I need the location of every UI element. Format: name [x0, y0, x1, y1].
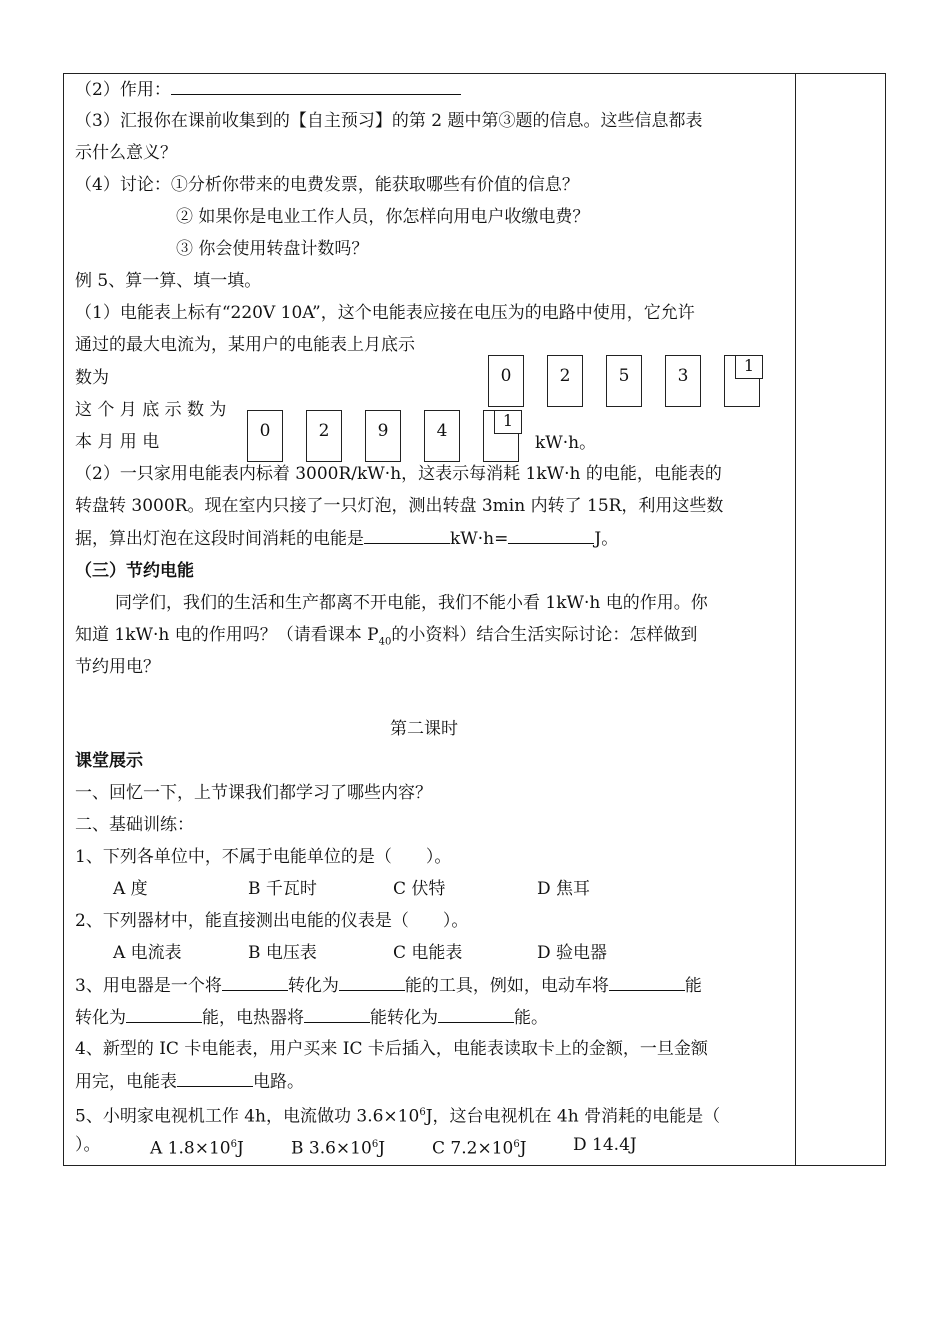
- question-5-line-1: 5、小明家电视机工作 4h，电流做功 $3.6\times 10^6J$，这台电视机在 4h 骨消耗的电能是（: [75, 1106, 721, 1127]
- q2-option-d: D 验电器: [537, 943, 608, 963]
- unit-kwh: kW·h。: [535, 433, 597, 453]
- line-ex1e: 本 月 用 电: [75, 432, 160, 452]
- answer-blank: [177, 1070, 253, 1087]
- line-ex1d: 这 个 月 底 示 数 为: [75, 400, 227, 420]
- meter2-digit: 2: [306, 410, 342, 462]
- q5-option-c: C $7.2\times 10^6J$: [432, 1138, 527, 1159]
- q5-option-d: D 14.4J: [573, 1135, 637, 1155]
- review-line: 一、回忆一下，上节课我们都学习了哪些内容？: [75, 783, 432, 803]
- line-q4b: ② 如果你是电业工作人员，你怎样向用电户收缴电费？: [176, 207, 590, 227]
- question-5-line-2: ）。: [75, 1135, 101, 1155]
- answer-blank: [438, 1006, 514, 1023]
- q1-option-b: B 千瓦时: [248, 879, 317, 899]
- q1-option-a: A 度: [113, 879, 148, 899]
- answer-blank: [339, 974, 405, 991]
- answer-blank: [609, 974, 685, 991]
- table-frame: [63, 73, 886, 1166]
- question-3-line-2: 转化为 能，电热器将 能转化为 能。: [75, 1008, 548, 1028]
- line-ex1c: 数为: [75, 368, 109, 388]
- line-q4c: ③ 你会使用转盘计数吗？: [176, 239, 369, 259]
- column-divider: [795, 73, 796, 1166]
- line-ex1a: （1）电能表上标有“220V 10A”，这个电能表应接在电压为的电路中使用，它允许: [75, 303, 695, 323]
- para-line-3: 节约用电？: [75, 657, 160, 677]
- meter1-digit: 2: [547, 355, 583, 407]
- meter1-decimal-digit: 1: [735, 355, 763, 379]
- line-q4a: （4）讨论：①分析你带来的电费发票，能获取哪些有价值的信息？: [75, 175, 579, 195]
- meter2-decimal-digit: 1: [494, 410, 522, 434]
- para-line-2: 知道 1kW·h 电的作用吗？（请看课本 $P_{40}$的小资料）结合生活实际讨论：怎样做到: [75, 625, 698, 648]
- section-heading-save: （三）节约电能: [75, 561, 194, 581]
- q5-option-b: B $3.6\times 10^6J$: [291, 1138, 386, 1159]
- answer-blank: [304, 1006, 370, 1023]
- basic-training-heading: 二、基础训练：: [75, 815, 194, 835]
- line-q3a: （3）汇报你在课前收集到的【自主预习】的第 2 题中第③题的信息。这些信息都表: [75, 111, 703, 131]
- answer-blank: [126, 1006, 202, 1023]
- lesson-2-title: 第二课时: [390, 719, 458, 739]
- q5-option-a: A $1.8\times 10^6J$: [150, 1138, 244, 1159]
- line-ex2a: （2）一只家用电能表内标着 3000R/kW·h，这表示每消耗 1kW·h 的电能，电能表的: [75, 464, 722, 484]
- meter1-decimal-box: [724, 355, 760, 407]
- q1-option-c: C 伏特: [393, 879, 446, 899]
- meter2-digit: 0: [247, 410, 283, 462]
- meter2-decimal-box: [483, 410, 519, 462]
- q2-option-c: C 电能表: [393, 943, 463, 963]
- line-q3b: 示什么意义？: [75, 143, 177, 163]
- line-q2: （2）作用：: [75, 78, 461, 101]
- q1-option-d: D 焦耳: [537, 879, 591, 899]
- line-ex1b: 通过的最大电流为，某用户的电能表上月底示: [75, 335, 415, 355]
- line-ex2c: 据，算出灯泡在这段时间消耗的电能是 kW·h= J。: [75, 529, 619, 549]
- question-4-line-1: 4、新型的 IC 卡电能表，用户买来 IC 卡后插入，电能表读取卡上的金额，一旦金额: [75, 1039, 708, 1059]
- example-5: 例 5、算一算、填一填。: [75, 271, 262, 291]
- line-ex2b: 转盘转 3000R。现在室内只接了一只灯泡，测出转盘 3min 内转了 15R，利用这些数: [75, 496, 724, 516]
- meter1-digit: 5: [606, 355, 642, 407]
- question-2: 2、下列器材中，能直接测出电能的仪表是（ ）。: [75, 911, 469, 931]
- meter1-digit: 0: [488, 355, 524, 407]
- answer-blank: [171, 78, 461, 95]
- answer-blank: [364, 527, 450, 544]
- para-line-1: 同学们，我们的生活和生产都离不开电能，我们不能小看 1kW·h 电的作用。你: [115, 593, 708, 613]
- meter2-digit: 4: [424, 410, 460, 462]
- section-heading-show: 课堂展示: [75, 751, 143, 771]
- q2-option-a: A 电流表: [113, 943, 182, 963]
- meter2-digit: 9: [365, 410, 401, 462]
- meter1-digit: 3: [665, 355, 701, 407]
- question-1: 1、下列各单位中，不属于电能单位的是（ ）。: [75, 847, 452, 867]
- question-3-line-1: 3、用电器是一个将 转化为 能的工具，例如，电动车将 能: [75, 976, 702, 996]
- q2-option-b: B 电压表: [248, 943, 317, 963]
- question-4-line-2: 用完，电能表 电路。: [75, 1072, 304, 1092]
- answer-blank: [222, 974, 288, 991]
- answer-blank: [508, 527, 594, 544]
